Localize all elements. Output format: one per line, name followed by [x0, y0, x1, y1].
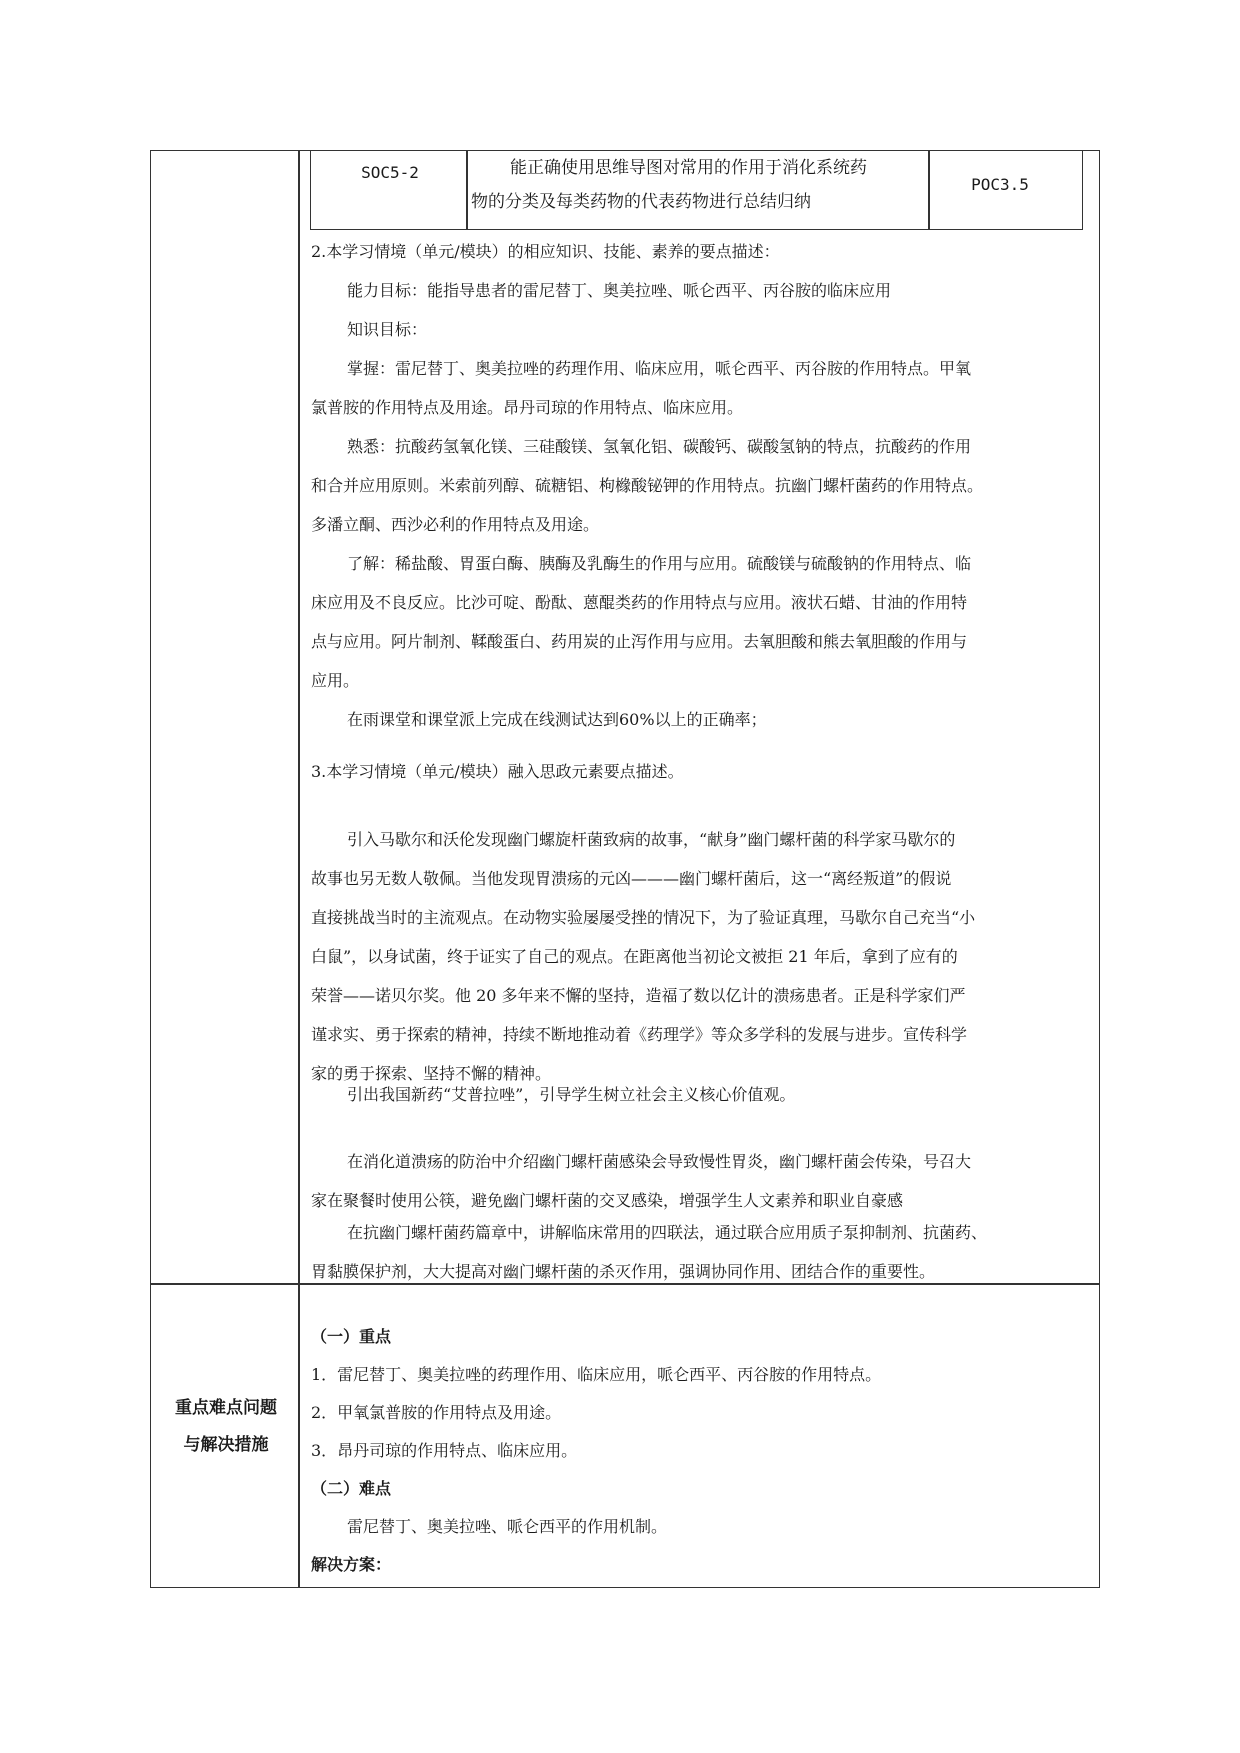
difficulty-heading: （二）难点	[311, 1479, 392, 1498]
side-label-line1: 重点难点问题	[175, 1398, 277, 1418]
new-drug-paragraph: 引出我国新药“艾普拉唑”，引导学生树立社会主义核心价值观。	[347, 1085, 796, 1104]
soc-col-divider-2	[928, 150, 930, 229]
master-line1: 掌握：雷尼替丁、奥美拉唑的药理作用、临床应用，哌仑西平、丙谷胺的作用特点。甲氧	[347, 359, 972, 378]
knowledge-goal: 知识目标：	[347, 320, 428, 339]
familiar-line3: 多潘立酮、西沙必利的作用特点及用途。	[311, 515, 600, 534]
master-line2: 氯普胺的作用特点及用途。昂丹司琼的作用特点、临床应用。	[311, 398, 744, 417]
story-line7: 家的勇于探索、坚持不懈的精神。	[311, 1064, 552, 1083]
side-label-line2: 与解决措施	[183, 1435, 269, 1455]
understand-line1: 了解：稀盐酸、胃蛋白酶、胰酶及乳酶生的作用与应用。硫酸镁与硫酸钠的作用特点、临	[347, 554, 972, 573]
quadruple-therapy-paragraph	[311, 1213, 1086, 1291]
key-heading: （一）重点	[311, 1327, 392, 1346]
familiar-line1: 熟悉：抗酸药氢氧化镁、三硅酸镁、氢氧化铝、碳酸钙、碳酸氢钠的特点，抗酸药的作用	[347, 437, 972, 456]
story-line1: 引入马歇尔和沃伦发现幽门螺旋杆菌致病的故事，“献身”幽门螺杆菌的科学家马歇尔的	[347, 830, 956, 849]
understand-line2: 床应用及不良反应。比沙可啶、酚酞、蒽醌类药的作用特点与应用。液状石蜡、甘油的作用特	[311, 593, 968, 612]
quad-line2: 胃黏膜保护剂，大大提高对幽门螺杆菌的杀灭作用，强调协同作用、团结合作的重要性。	[311, 1262, 936, 1281]
soc-code: SOC5-2	[361, 163, 419, 182]
section2-content	[311, 232, 1086, 739]
story-line2: 故事也另无数人敬佩。当他发现胃溃疡的元凶———幽门螺杆菌后，这一“离经叛道”的假说	[311, 869, 952, 888]
ulcer-line2: 家在聚餐时使用公筷，避免幽门螺杆菌的交叉感染，增强学生人文素养和职业自豪感	[311, 1191, 904, 1210]
section3-heading: 3.本学习情境（单元/模块）融入思政元素要点描述。	[311, 762, 684, 781]
story-line6: 谨求实、勇于探索的精神，持续不断地推动着《药理学》等众多学科的发展与进步。宣传科学	[311, 1025, 968, 1044]
quad-line1: 在抗幽门螺杆菌药篇章中，讲解临床常用的四联法，通过联合应用质子泵抑制剂、抗菌药、	[347, 1223, 988, 1242]
familiar-line2: 和合并应用原则。米索前列醇、硫糖铝、枸橼酸铋钾的作用特点。抗幽门螺杆菌药的作用特点。	[311, 476, 984, 495]
ulcer-paragraph	[311, 1142, 1086, 1220]
story-line3: 直接挑战当时的主流观点。在动物实验屡屡受挫的情况下，为了验证真理，马歇尔自己充当“小	[311, 908, 976, 927]
soc-col-divider-1	[466, 150, 468, 229]
key-item-2: 2．甲氧氯普胺的作用特点及用途。	[311, 1403, 562, 1422]
section3-story	[311, 820, 1086, 1093]
online-test-goal: 在雨课堂和课堂派上完成在线测试达到60%以上的正确率；	[347, 710, 767, 729]
understand-line3: 点与应用。阿片制剂、鞣酸蛋白、药用炭的止泻作用与应用。去氧胆酸和熊去氧胆酸的作用与	[311, 632, 968, 651]
understand-line4: 应用。	[311, 671, 360, 690]
poc-code: POC3.5	[971, 175, 1029, 194]
ability-goal: 能力目标：能指导患者的雷尼替丁、奥美拉唑、哌仑西平、丙谷胺的临床应用	[347, 281, 892, 300]
key-item-1: 1．雷尼替丁、奥美拉唑的药理作用、临床应用，哌仑西平、丙谷胺的作用特点。	[311, 1365, 882, 1384]
key-points-content	[311, 1318, 1086, 1584]
side-label-key-difficulties	[152, 1390, 300, 1464]
difficulty-item-1: 雷尼替丁、奥美拉唑、哌仑西平的作用机制。	[347, 1517, 668, 1536]
section2-heading: 2.本学习情境（单元/模块）的相应知识、技能、素养的要点描述：	[311, 242, 780, 261]
soc-description-line2: 物的分类及每类药物的代表药物进行总结归纳	[471, 192, 811, 212]
story-line5: 荣誉——诺贝尔奖。他 20 多年来不懈的坚持，造福了数以亿计的溃疡患者。正是科学家们严	[311, 986, 966, 1005]
soc-description-line1: 能正确使用思维导图对常用的作用于消化系统药	[510, 158, 867, 178]
left-column-divider	[298, 150, 300, 1588]
ulcer-line1: 在消化道溃疡的防治中介绍幽门螺杆菌感染会导致慢性胃炎，幽门螺杆菌会传染，号召大	[347, 1152, 972, 1171]
solution-heading: 解决方案：	[311, 1555, 392, 1574]
key-item-3: 3．昂丹司琼的作用特点、临床应用。	[311, 1441, 578, 1460]
story-line4: 白鼠”，以身试菌，终于证实了自己的观点。在距离他当初论文被拒 21 年后，拿到了应有的	[311, 947, 958, 966]
